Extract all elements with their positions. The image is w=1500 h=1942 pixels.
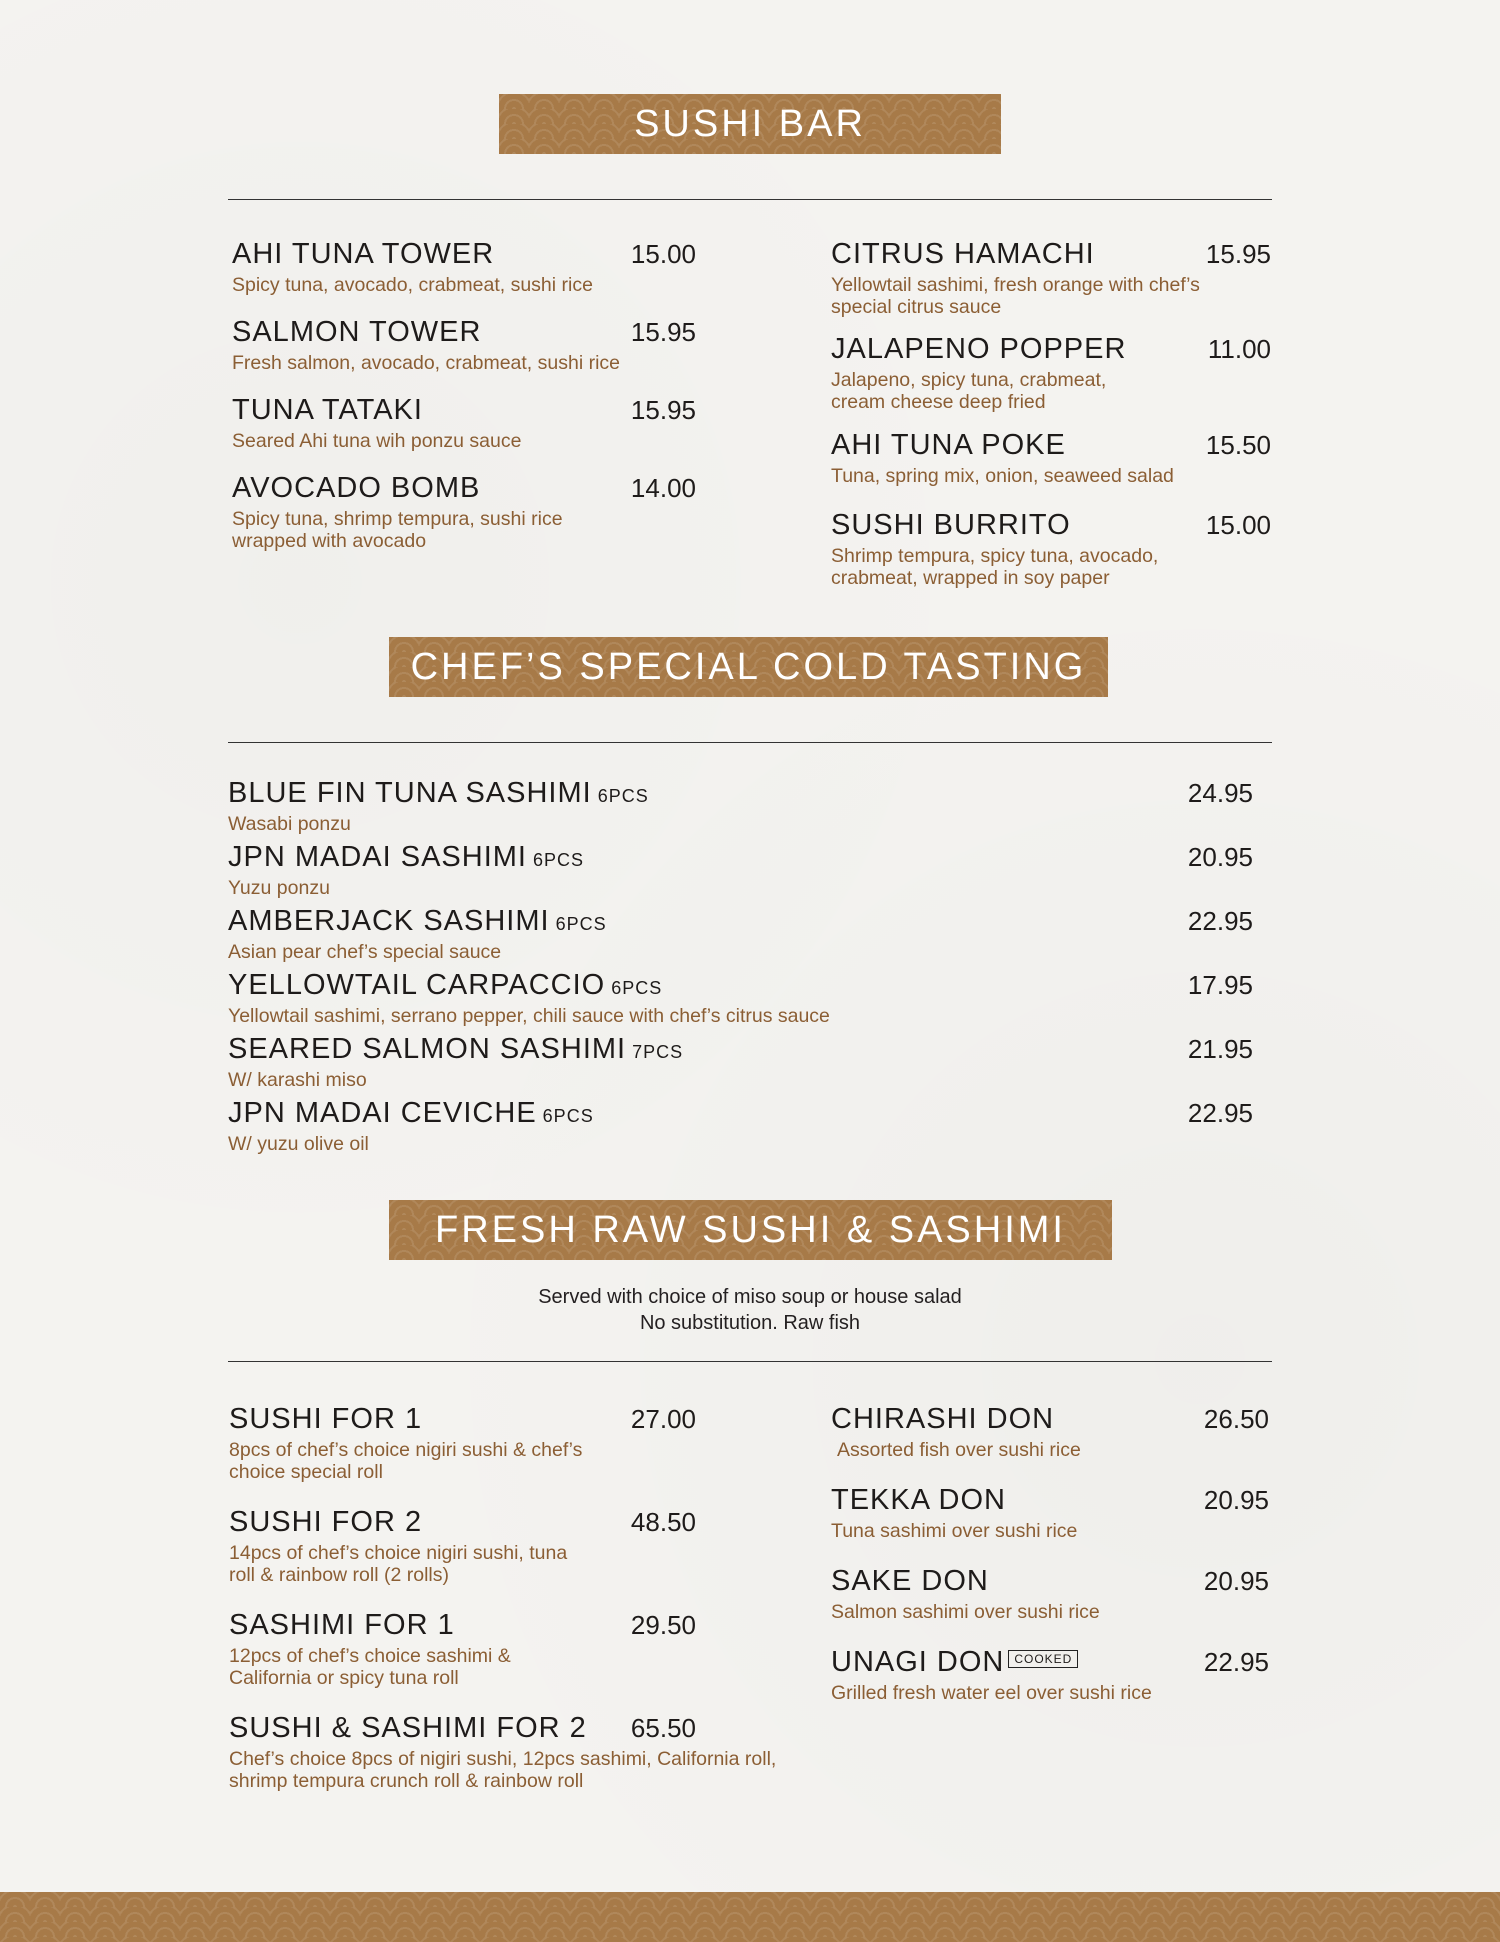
- cooked-badge: COOKED: [1008, 1650, 1078, 1668]
- menu-item: [831, 429, 1271, 487]
- item-pieces: 6PCS: [555, 914, 607, 934]
- item-title: AMBERJACK SASHIMI: [228, 905, 550, 937]
- item-description: W/ yuzu olive oil: [228, 1133, 369, 1155]
- sushi-bar-banner: [499, 94, 1001, 154]
- item-price: 15.50: [1205, 430, 1271, 460]
- menu-item: [229, 1403, 696, 1483]
- item-pieces: 6PCS: [611, 978, 663, 998]
- item-title: UNAGI DON: [831, 1646, 1005, 1678]
- item-price: 65.50: [630, 1713, 696, 1743]
- item-price: 27.00: [630, 1404, 696, 1434]
- item-name: SUSHI BURRITO: [831, 509, 1071, 541]
- menu-item: [831, 1484, 1269, 1542]
- item-description: Spicy tuna, avocado, crabmeat, sushi rice: [232, 274, 593, 296]
- item-description: Chef’s choice 8pcs of nigiri sushi, 12pcs sashimi, California roll, shrimp tempura crunch roll & rainbow roll: [229, 1748, 777, 1792]
- item-name: SAKE DON: [831, 1565, 989, 1597]
- item-price: 15.95: [630, 395, 696, 425]
- cold-tasting-title: CHEF’S SPECIAL COLD TASTING: [410, 645, 1087, 688]
- menu-item: [228, 1097, 1253, 1155]
- item-description: 8pcs of chef’s choice nigiri sushi & chef’s choice special roll: [229, 1439, 583, 1483]
- item-description: Salmon sashimi over sushi rice: [831, 1601, 1100, 1623]
- divider: [228, 1361, 1272, 1362]
- item-pieces: 6PCS: [597, 786, 649, 806]
- item-description: Assorted fish over sushi rice: [837, 1439, 1081, 1461]
- item-description: Tuna sashimi over sushi rice: [831, 1520, 1078, 1542]
- item-price: 14.00: [630, 473, 696, 503]
- item-price: 26.50: [1203, 1404, 1269, 1434]
- item-name: [228, 841, 584, 874]
- item-title: JPN MADAI SASHIMI: [228, 841, 527, 873]
- cold-tasting-banner: [389, 637, 1108, 697]
- item-price: 21.95: [1187, 1034, 1253, 1064]
- item-name: SUSHI FOR 1: [229, 1403, 423, 1435]
- item-price: 20.95: [1203, 1485, 1269, 1515]
- item-description: Fresh salmon, avocado, crabmeat, sushi rice: [232, 352, 621, 374]
- menu-item: [831, 238, 1271, 318]
- item-name: TEKKA DON: [831, 1484, 1006, 1516]
- divider: [228, 742, 1272, 743]
- item-price: 24.95: [1187, 778, 1253, 808]
- menu-item: [831, 1403, 1269, 1461]
- item-description: Tuna, spring mix, onion, seaweed salad: [831, 465, 1174, 487]
- menu-item: [228, 1033, 1253, 1091]
- item-pieces: 7PCS: [632, 1042, 684, 1062]
- menu-item: [228, 841, 1253, 899]
- item-description: Spicy tuna, shrimp tempura, sushi rice wrapped with avocado: [232, 508, 563, 552]
- item-pieces: 6PCS: [542, 1106, 594, 1126]
- item-title: JPN MADAI CEVICHE: [228, 1097, 537, 1129]
- item-price: 15.95: [630, 317, 696, 347]
- item-title: SEARED SALMON SASHIMI: [228, 1033, 627, 1065]
- item-price: 11.00: [1207, 334, 1271, 364]
- item-name: SALMON TOWER: [232, 316, 482, 348]
- item-description: Asian pear chef’s special sauce: [228, 941, 502, 963]
- item-name: [228, 969, 662, 1002]
- item-name: AHI TUNA TOWER: [232, 238, 495, 270]
- divider: [228, 199, 1272, 200]
- item-description: Wasabi ponzu: [228, 813, 351, 835]
- note-line-2: No substitution. Raw fish: [639, 1312, 861, 1334]
- menu-item: [229, 1506, 696, 1586]
- item-price: 22.95: [1187, 1098, 1253, 1128]
- item-name: [228, 1033, 683, 1066]
- menu-item: [228, 969, 1253, 1027]
- item-price: 48.50: [630, 1507, 696, 1537]
- item-name: SASHIMI FOR 1: [229, 1609, 455, 1641]
- item-name: CHIRASHI DON: [831, 1403, 1055, 1435]
- item-description: 14pcs of chef’s choice nigiri sushi, tuna roll & rainbow roll (2 rolls): [229, 1542, 568, 1586]
- raw-note: [0, 1284, 1500, 1336]
- item-description: W/ karashi miso: [228, 1069, 367, 1091]
- item-price: 22.95: [1203, 1647, 1269, 1677]
- item-name: AHI TUNA POKE: [831, 429, 1066, 461]
- sushi-bar-title: SUSHI BAR: [634, 102, 866, 145]
- menu-item: [229, 1609, 696, 1689]
- item-description: Grilled fresh water eel over sushi rice: [831, 1682, 1152, 1704]
- item-description: Seared Ahi tuna wih ponzu sauce: [232, 430, 522, 452]
- item-name: [228, 1097, 594, 1130]
- item-description: Jalapeno, spicy tuna, crabmeat, cream cheese deep fried: [831, 369, 1107, 413]
- item-name: [831, 1646, 1078, 1679]
- item-description: 12pcs of chef’s choice sashimi & California or spicy tuna roll: [229, 1645, 511, 1689]
- item-price: 20.95: [1203, 1566, 1269, 1596]
- menu-item: [232, 394, 696, 452]
- item-pieces: 6PCS: [533, 850, 585, 870]
- menu-item: [232, 472, 696, 552]
- item-title: BLUE FIN TUNA SASHIMI: [228, 777, 592, 809]
- item-name: SUSHI & SASHIMI FOR 2: [229, 1712, 587, 1744]
- menu-item: [229, 1712, 777, 1792]
- item-price: 29.50: [630, 1610, 696, 1640]
- item-price: 15.00: [1205, 510, 1271, 540]
- item-name: [228, 905, 607, 938]
- item-description: Shrimp tempura, spicy tuna, avocado, crabmeat, wrapped in soy paper: [831, 545, 1159, 589]
- menu-item: [831, 1646, 1269, 1704]
- item-price: 15.00: [630, 239, 696, 269]
- menu-item: [232, 316, 696, 374]
- menu-item: [831, 1565, 1269, 1623]
- item-description: Yellowtail sashimi, serrano pepper, chili sauce with chef’s citrus sauce: [228, 1005, 830, 1027]
- item-title: YELLOWTAIL CARPACCIO: [228, 969, 606, 1001]
- raw-title: FRESH RAW SUSHI & SASHIMI: [435, 1208, 1066, 1251]
- raw-banner: [389, 1200, 1112, 1260]
- item-price: 15.95: [1205, 239, 1271, 269]
- item-price: 17.95: [1187, 970, 1253, 1000]
- item-price: 22.95: [1187, 906, 1253, 936]
- item-name: AVOCADO BOMB: [232, 472, 481, 504]
- menu-item: [831, 509, 1271, 589]
- item-description: Yuzu ponzu: [228, 877, 330, 899]
- menu-item: [228, 905, 1253, 963]
- menu-item: [228, 777, 1253, 835]
- item-price: 20.95: [1187, 842, 1253, 872]
- menu-item: [232, 238, 696, 296]
- item-description: Yellowtail sashimi, fresh orange with chef’s special citrus sauce: [831, 274, 1200, 318]
- item-name: CITRUS HAMACHI: [831, 238, 1095, 270]
- item-name: TUNA TATAKI: [232, 394, 423, 426]
- footer-pattern-band: [0, 1892, 1500, 1942]
- item-name: JALAPENO POPPER: [831, 333, 1127, 365]
- item-name: SUSHI FOR 2: [229, 1506, 423, 1538]
- menu-item: [831, 333, 1271, 413]
- note-line-1: Served with choice of miso soup or house salad: [538, 1286, 962, 1308]
- item-name: [228, 777, 649, 810]
